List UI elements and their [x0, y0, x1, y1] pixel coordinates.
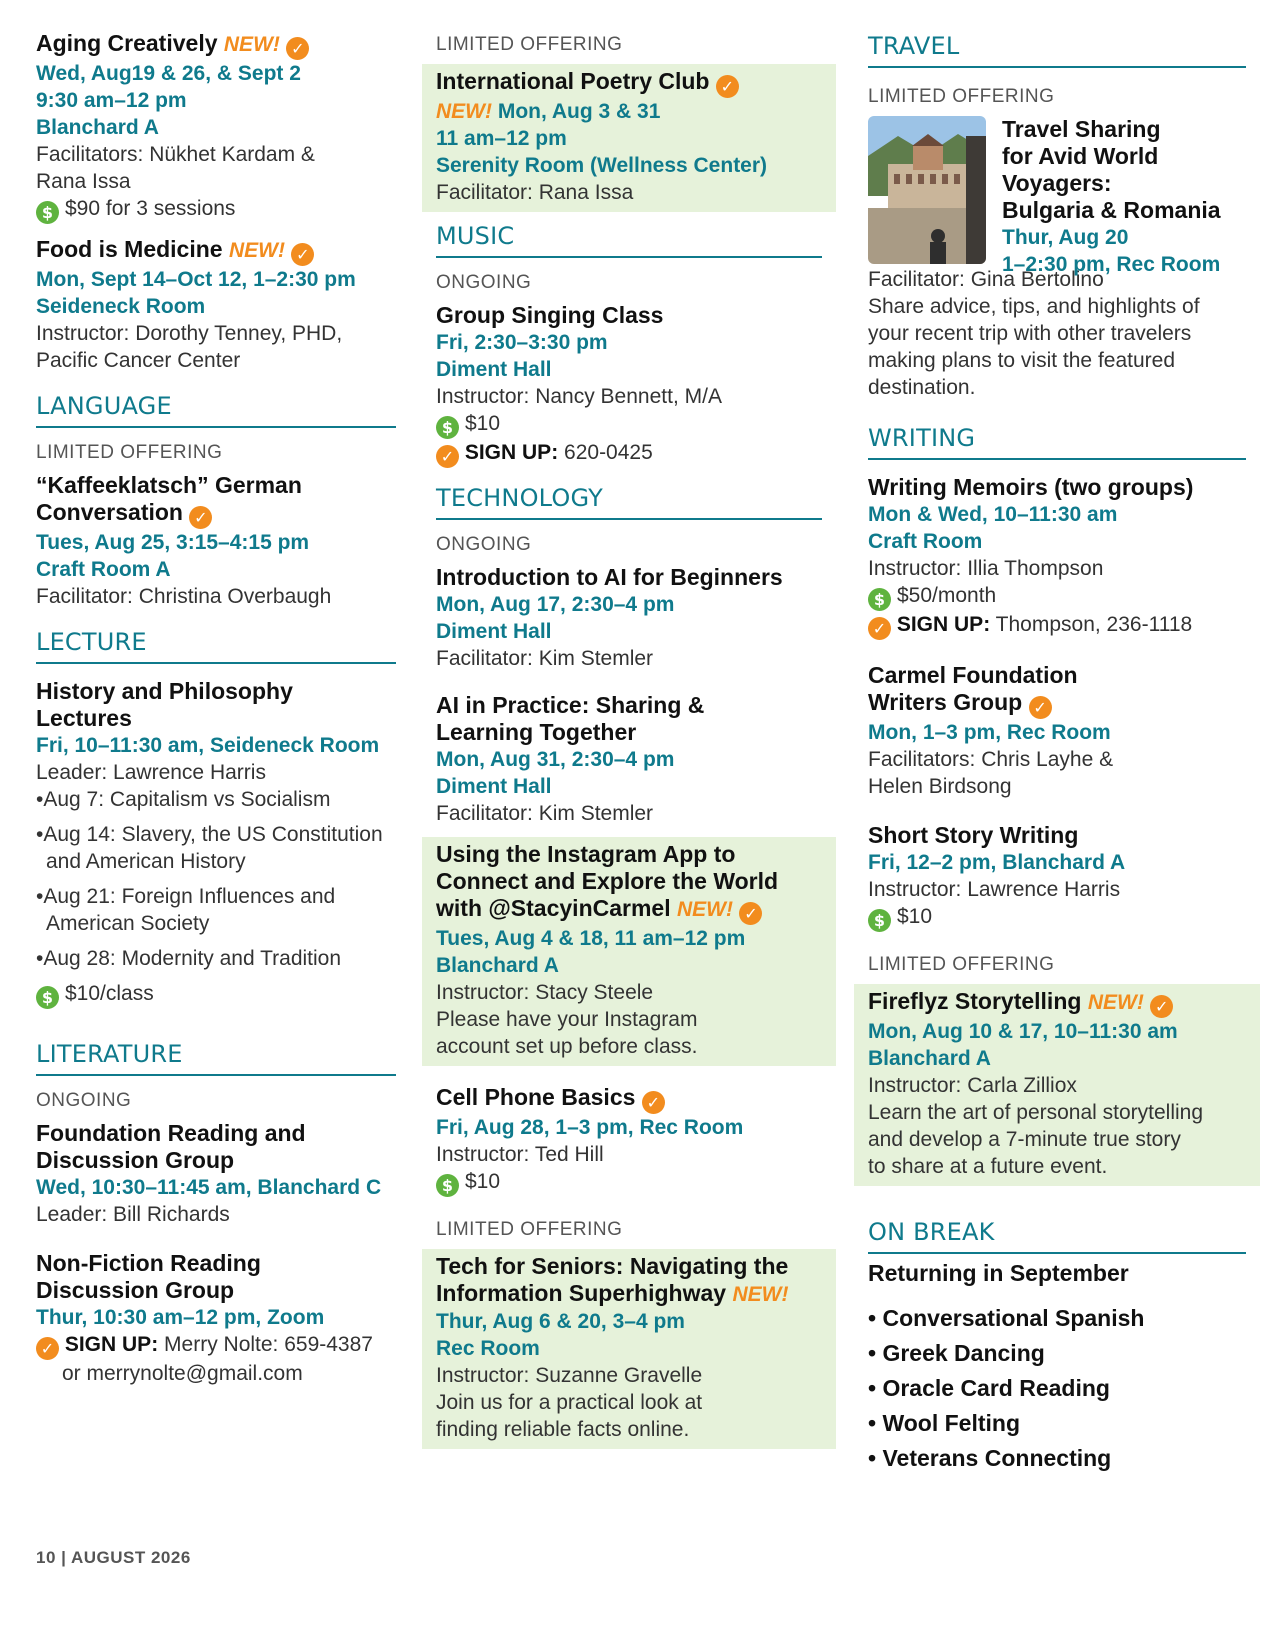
course-title: Food is Medicine: [36, 236, 223, 262]
list-item: •Aug 7: Capitalism vs Socialism: [36, 788, 331, 811]
on-break-list: [868, 1305, 1246, 1472]
instructor: Instructor: Suzanne Gravelle: [436, 1364, 703, 1387]
course-title: Bulgaria & Romania: [1002, 197, 1221, 223]
writing-section: [868, 424, 1246, 1186]
course-title: with @StacyinCarmel: [436, 895, 671, 921]
list-item: • Wool Felting: [868, 1410, 1021, 1436]
sub-heading: LIMITED OFFERING: [436, 34, 623, 55]
facilitator: Facilitator: Rana Issa: [436, 181, 634, 204]
description: your recent trip with other travelers: [868, 322, 1192, 345]
course-location: Diment Hall: [436, 358, 552, 381]
facilitator: Facilitator: Gina Bertolino: [868, 268, 1104, 291]
description: Learn the art of personal storytelling: [868, 1101, 1204, 1124]
highlight-box: [422, 837, 836, 1066]
list-item-label: Greek Dancing: [882, 1340, 1045, 1366]
facilitators: Facilitators: Nükhet Kardam &: [36, 143, 315, 166]
list-item: • Veterans Connecting: [868, 1445, 1112, 1471]
leader: Leader: Bill Richards: [36, 1203, 230, 1226]
course-title: Fireflyz Storytelling: [868, 988, 1082, 1014]
sub-heading: LIMITED OFFERING: [436, 1219, 623, 1240]
course-location: Blanchard A: [868, 1047, 991, 1070]
course-location: Blanchard A: [436, 954, 559, 977]
lecture-list: [36, 786, 396, 972]
signup-value: 620-0425: [564, 441, 653, 464]
note: finding reliable facts online.: [436, 1418, 690, 1441]
course-time: 9:30 am–12 pm: [36, 89, 187, 112]
list-item-label: Oracle Card Reading: [882, 1375, 1110, 1401]
new-badge: NEW!: [436, 100, 492, 123]
course-title: Learning Together: [436, 719, 637, 745]
list-item: •Aug 28: Modernity and Tradition: [36, 947, 342, 970]
highlight-box: [422, 64, 836, 212]
new-badge: NEW!: [228, 239, 285, 262]
list-item-label: Veterans Connecting: [882, 1445, 1112, 1471]
list-item: •Aug 21: Foreign Influences and American Society: [36, 885, 336, 935]
price: $50/month: [897, 584, 997, 607]
signup-value: Thompson, 236-1118: [995, 613, 1193, 636]
course-time: Fri, Aug 28, 1–3 pm, Rec Room: [436, 1116, 744, 1139]
description: Share advice, tips, and highlights of: [868, 295, 1200, 318]
lecture-section: [36, 628, 396, 1009]
course-title: Lectures: [36, 705, 132, 731]
price: $10/class: [65, 982, 154, 1005]
course-location: Diment Hall: [436, 775, 552, 798]
poetry-block: [436, 34, 822, 212]
aging-creatively: [36, 30, 396, 224]
course-title: Writing Memoirs (two groups): [868, 474, 1194, 500]
course-title: Introduction to AI for Beginners: [436, 564, 783, 590]
course-title: Information Superhighway: [436, 1280, 727, 1306]
course-title: Tech for Seniors: Navigating the: [436, 1253, 789, 1279]
check-circle-icon: ✓: [436, 445, 459, 468]
price: $90 for 3 sessions: [65, 197, 236, 220]
new-badge: NEW!: [1087, 991, 1144, 1014]
check-circle-icon: ✓: [286, 37, 309, 60]
new-badge: NEW!: [677, 898, 733, 921]
course-time: Wed, 10:30–11:45 am, Blanchard C: [36, 1176, 382, 1199]
sub-heading: LIMITED OFFERING: [868, 954, 1055, 975]
course-time: 11 am–12 pm: [436, 127, 567, 150]
check-circle-icon: ✓: [716, 75, 739, 98]
instructor: Instructor: Ted Hill: [436, 1143, 604, 1166]
course-dates: Mon, Aug 10 & 17, 10–11:30 am: [868, 1020, 1178, 1043]
note: account set up before class.: [436, 1035, 698, 1058]
course-title: Connect and Explore the World: [436, 868, 779, 894]
section-heading: MUSIC: [436, 222, 822, 258]
travel-section: [868, 32, 1246, 401]
course-title: Writers Group: [868, 689, 1023, 715]
facilitators: Helen Birdsong: [868, 775, 1012, 798]
course-time: 1–2:30 pm, Rec Room: [1002, 253, 1221, 276]
course-time: Mon & Wed, 10–11:30 am: [868, 503, 1118, 526]
section-heading: LITERATURE: [36, 1040, 396, 1076]
course-dates: Tues, Aug 4 & 18, 11 am–12 pm: [436, 927, 746, 950]
dollar-circle-icon: $: [36, 986, 59, 1009]
signup-label: SIGN UP:: [464, 441, 559, 464]
course-title: International Poetry Club: [436, 68, 710, 94]
section-heading: TECHNOLOGY: [436, 484, 822, 520]
dollar-circle-icon: $: [868, 588, 891, 611]
page-footer: 10 | AUGUST 2026: [36, 1548, 191, 1567]
section-heading: ON BREAK: [868, 1218, 1246, 1254]
course-dates: Mon, Aug 17, 2:30–4 pm: [436, 593, 675, 616]
course-title: Foundation Reading and: [36, 1120, 306, 1146]
note: Join us for a practical look at: [436, 1391, 703, 1414]
sub-heading: LIMITED OFFERING: [868, 86, 1055, 107]
sub-heading: ONGOING: [436, 534, 532, 555]
travel-text: [1002, 116, 1246, 278]
course-title: Travel Sharing: [1002, 116, 1161, 142]
dollar-circle-icon: $: [436, 416, 459, 439]
course-title: Short Story Writing: [868, 822, 1079, 848]
technology-section: [436, 484, 822, 1449]
list-item: • Greek Dancing: [868, 1340, 1045, 1366]
section-heading: TRAVEL: [868, 32, 1246, 68]
course-title: Voyagers:: [1002, 170, 1112, 196]
course-location: Diment Hall: [436, 620, 552, 643]
check-circle-icon: ✓: [868, 617, 891, 640]
description: and develop a 7-minute true story: [868, 1128, 1181, 1151]
instructor: Instructor: Dorothy Tenney, PHD,: [36, 322, 343, 345]
section-heading: LANGUAGE: [36, 392, 396, 428]
list-item: • Conversational Spanish: [868, 1305, 1145, 1331]
course-time: Fri, 12–2 pm, Blanchard A: [868, 851, 1126, 874]
instructor: Instructor: Stacy Steele: [436, 981, 654, 1004]
list-item-label: Conversational Spanish: [882, 1305, 1145, 1331]
list-item: • Oracle Card Reading: [868, 1375, 1110, 1401]
check-circle-icon: ✓: [1150, 995, 1173, 1018]
course-title: History and Philosophy: [36, 678, 293, 704]
course-time: Thur, 10:30 am–12 pm, Zoom: [36, 1306, 325, 1329]
check-circle-icon: ✓: [642, 1091, 665, 1114]
course-title: Cell Phone Basics: [436, 1084, 636, 1110]
monastery-photo: [868, 116, 986, 264]
note: Please have your Instagram: [436, 1008, 698, 1031]
instructor: Instructor: Nancy Bennett, M/A: [436, 385, 722, 408]
check-circle-icon: ✓: [291, 243, 314, 266]
course-location: Serenity Room (Wellness Center): [436, 154, 768, 177]
sub-heading: LIMITED OFFERING: [36, 442, 223, 463]
description: making plans to visit the featured: [868, 349, 1176, 372]
list-item: •Aug 14: Slavery, the US Constitution and American History: [36, 823, 383, 873]
course-time: Fri, 2:30–3:30 pm: [436, 331, 608, 354]
course-location: Seideneck Room: [36, 295, 206, 318]
description: destination.: [868, 376, 976, 399]
new-badge: NEW!: [223, 33, 280, 56]
course-location: Rec Room: [436, 1337, 540, 1360]
leader: Leader: Lawrence Harris: [36, 761, 266, 784]
price: $10: [897, 905, 933, 928]
section-heading: WRITING: [868, 424, 1246, 460]
course-dates: Wed, Aug19 & 26, & Sept 2: [36, 62, 301, 85]
course-dates: Tues, Aug 25, 3:15–4:15 pm: [36, 531, 310, 554]
course-title: Discussion Group: [36, 1277, 235, 1303]
course-title: Conversation: [36, 499, 183, 525]
highlight-box: [422, 1249, 836, 1449]
course-dates: Thur, Aug 6 & 20, 3–4 pm: [436, 1310, 685, 1333]
course-title: Non-Fiction Reading: [36, 1250, 261, 1276]
course-time: Fri, 10–11:30 am, Seideneck Room: [36, 734, 380, 757]
course-dates: Mon, Aug 31, 2:30–4 pm: [436, 748, 675, 771]
instructor: Instructor: Illia Thompson: [868, 557, 1104, 580]
travel-feature: [868, 116, 1246, 276]
highlight-box: [854, 984, 1260, 1186]
dollar-circle-icon: $: [36, 201, 59, 224]
returning-note: Returning in September: [868, 1260, 1129, 1286]
dollar-circle-icon: $: [868, 909, 891, 932]
on-break-section: [868, 1218, 1246, 1480]
course-location: Blanchard A: [36, 116, 159, 139]
facilitators: Rana Issa: [36, 170, 131, 193]
signup-value: Merry Nolte: 659-4387: [164, 1333, 373, 1356]
signup-email[interactable]: or merrynolte@gmail.com: [62, 1362, 303, 1385]
dollar-circle-icon: $: [436, 1174, 459, 1197]
list-item-label: Wool Felting: [882, 1410, 1021, 1436]
course-time: Mon, 1–3 pm, Rec Room: [868, 721, 1111, 744]
check-circle-icon: ✓: [1029, 696, 1052, 719]
course-title: “Kaffeeklatsch” German: [36, 472, 302, 498]
check-circle-icon: ✓: [189, 506, 212, 529]
course-title: Group Singing Class: [436, 302, 664, 328]
course-dates: Mon, Sept 14–Oct 12, 1–2:30 pm: [36, 268, 356, 291]
facilitators: Facilitators: Chris Layhe &: [868, 748, 1114, 771]
instructor: Instructor: Lawrence Harris: [868, 878, 1121, 901]
course-location: Craft Room A: [36, 558, 171, 581]
sub-heading: ONGOING: [436, 272, 532, 293]
check-circle-icon: ✓: [739, 902, 762, 925]
course-title: for Avid World: [1002, 143, 1159, 169]
music-section: [436, 222, 822, 468]
signup-label: SIGN UP:: [896, 613, 991, 636]
food-is-medicine: [36, 236, 396, 374]
course-title: Aging Creatively: [36, 30, 218, 56]
course-title: Discussion Group: [36, 1147, 235, 1173]
language-section: [36, 392, 396, 610]
instructor: Pacific Cancer Center: [36, 349, 241, 372]
course-dates: Mon, Aug 3 & 31: [497, 100, 661, 123]
price: $10: [465, 1170, 501, 1193]
section-heading: LECTURE: [36, 628, 396, 664]
instructor: Instructor: Carla Zilliox: [868, 1074, 1077, 1097]
course-date: Thur, Aug 20: [1002, 226, 1129, 249]
sub-heading: ONGOING: [36, 1090, 132, 1111]
new-badge: NEW!: [732, 1283, 789, 1306]
description: to share at a future event.: [868, 1155, 1108, 1178]
facilitator: Facilitator: Christina Overbaugh: [36, 585, 332, 608]
facilitator: Facilitator: Kim Stemler: [436, 647, 654, 670]
course-title: Using the Instagram App to: [436, 841, 736, 867]
facilitator: Facilitator: Kim Stemler: [436, 802, 654, 825]
course-location: Craft Room: [868, 530, 983, 553]
check-circle-icon: ✓: [36, 1337, 59, 1360]
signup-label: SIGN UP:: [64, 1333, 159, 1356]
price: $10: [465, 412, 501, 435]
course-title: Carmel Foundation: [868, 662, 1078, 688]
literature-section: [36, 1040, 396, 1387]
course-title: AI in Practice: Sharing &: [436, 692, 705, 718]
